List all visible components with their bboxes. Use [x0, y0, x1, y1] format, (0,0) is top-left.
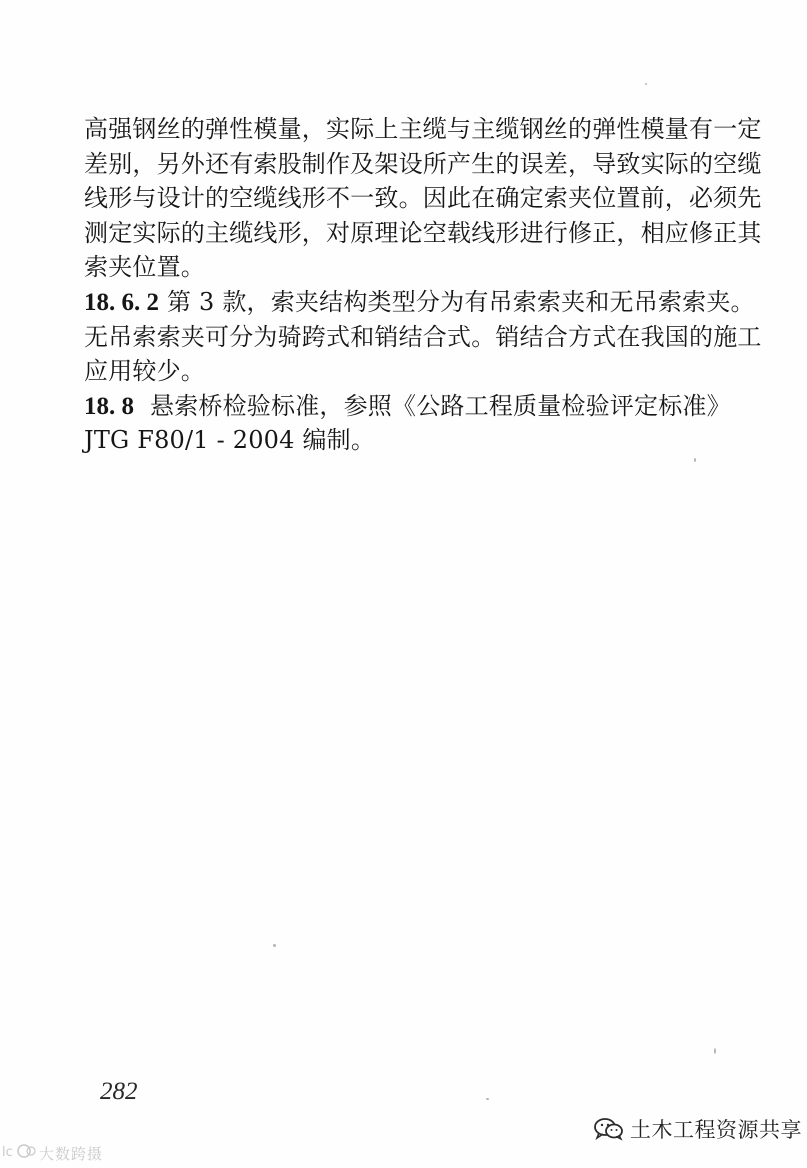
scan-speck	[714, 1048, 716, 1054]
paragraph-1-line-4: 测定实际的主缆线形，对原理论空载线形进行修正，相应修正其	[84, 218, 762, 247]
section-18-8-line-1	[84, 389, 731, 424]
scan-speck	[273, 944, 276, 947]
section-18-6-2-text: 第 3 款，索夹结构类型分为有吊索索夹和无吊索索夹。	[167, 287, 755, 316]
scan-speck	[486, 1098, 489, 1100]
body-text	[84, 112, 762, 458]
scan-speck	[645, 83, 647, 85]
watermark-left	[2, 1141, 103, 1165]
page-number: 282	[100, 1078, 138, 1105]
section-18-8-text: 悬索桥检验标准，参照《公路工程质量检验评定标准》	[150, 391, 731, 420]
section-number-18-8: 18. 8	[84, 392, 134, 420]
watermark-right-text: 土木工程资源共享	[630, 1118, 802, 1142]
section-18-8-line-2: JTG F80/1 - 2004 编制。	[84, 426, 376, 455]
svg-text:lc: lc	[2, 1145, 13, 1160]
watermark-left-text: 大数跨摄	[39, 1144, 104, 1163]
watermark-right	[594, 1112, 802, 1146]
wechat-icon	[594, 1117, 624, 1141]
section-18-6-2-line-1	[84, 285, 755, 320]
paragraph-1-line-3: 线形与设计的空缆线形不一致。因此在确定索夹位置前，必须先	[84, 184, 762, 213]
paragraph-1-line-5: 索夹位置。	[84, 253, 205, 282]
section-18-6-2-line-2: 无吊索索夹可分为骑跨式和销结合式。销结合方式在我国的施工	[84, 322, 762, 351]
watermark-logo-icon	[2, 1141, 36, 1165]
paragraph-1-line-1: 高强钢丝的弹性模量，实际上主缆与主缆钢丝的弹性模量有一定	[84, 115, 762, 143]
paragraph-1-line-2: 差别，另外还有索股制作及架设所产生的误差，导致实际的空缆	[84, 149, 762, 178]
section-number-18-6-2: 18. 6. 2	[84, 288, 159, 316]
scan-speck	[694, 458, 696, 462]
section-18-6-2-line-3: 应用较少。	[84, 357, 205, 386]
